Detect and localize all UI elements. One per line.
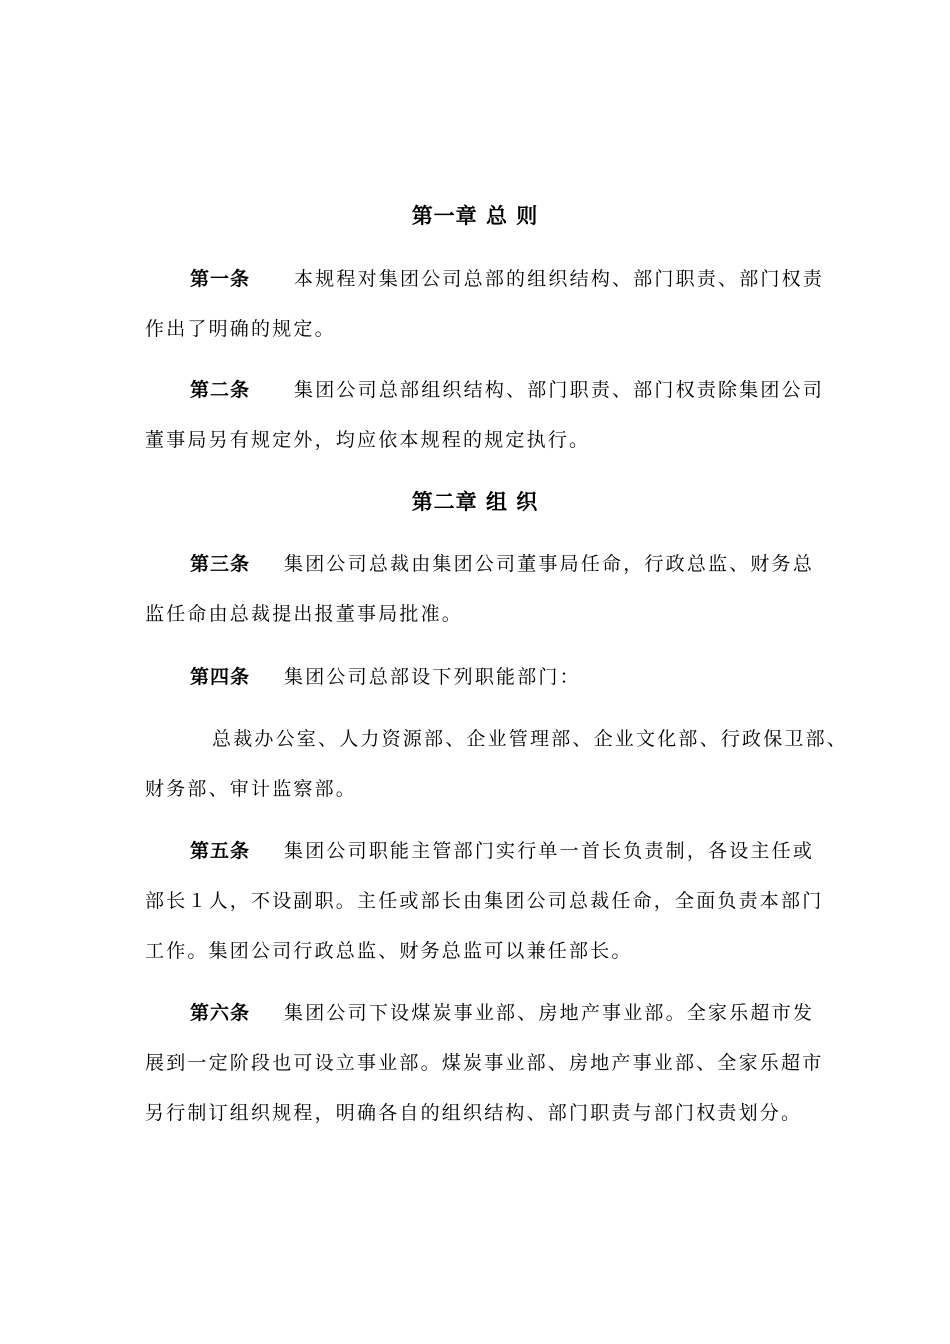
article-4-text-1: 集团公司总部设下列职能部门：: [284, 666, 581, 688]
article-2-text-1: 集团公司总部组织结构、部门职责、部门权责除集团公司: [294, 379, 825, 401]
article-3-line-1: [190, 549, 814, 576]
article-3-label: 第三条: [190, 553, 251, 575]
article-1-line-1: [190, 264, 824, 291]
article-2-label: 第二条: [190, 379, 251, 401]
article-5-line-1: [190, 836, 814, 863]
article-5-label: 第五条: [190, 840, 251, 862]
article-5-line-2: 部长１人，不设副职。主任或部长由集团公司总裁任命，全面负责本部门: [145, 890, 824, 912]
article-4-list-line-2: 财务部、审计监察部。: [145, 778, 358, 800]
article-6-text-1: 集团公司下设煤炭事业部、房地产事业部。全家乐超市发: [284, 1002, 815, 1024]
article-1-line-2: 作出了明确的规定。: [145, 318, 336, 340]
article-5-text-1: 集团公司职能主管部门实行单一首长负责制，各设主任或: [284, 840, 815, 862]
article-6-line-2: 展到一定阶段也可设立事业部。煤炭事业部、房地产事业部、全家乐超市: [145, 1052, 824, 1074]
article-3-line-2: 监任命由总裁提出报董事局批准。: [145, 603, 464, 625]
article-3-text-1: 集团公司总裁由集团公司董事局任命，行政总监、财务总: [284, 553, 815, 575]
chapter-1-title: 第一章 总 则: [411, 204, 539, 228]
article-2-line-2: 董事局另有规定外，均应依本规程的规定执行。: [145, 429, 591, 451]
article-4-list-line-1: 总裁办公室、人力资源部、企业管理部、企业文化部、行政保卫部、: [212, 728, 849, 750]
article-6-line-3: 另行制订组织规程，明确各自的组织结构、部门职责与部门权责划分。: [145, 1102, 803, 1124]
article-4-line-1: [190, 662, 581, 689]
article-5-line-3: 工作。集团公司行政总监、财务总监可以兼任部长。: [145, 940, 633, 962]
article-1-label: 第一条: [190, 268, 251, 290]
article-2-line-1: [190, 375, 824, 402]
article-1-text-1: 本规程对集团公司总部的组织结构、部门职责、部门权责: [294, 268, 825, 290]
article-6-line-1: [190, 998, 814, 1025]
article-6-label: 第六条: [190, 1002, 251, 1024]
article-4-label: 第四条: [190, 666, 251, 688]
chapter-2-title: 第二章 组 织: [411, 490, 539, 514]
